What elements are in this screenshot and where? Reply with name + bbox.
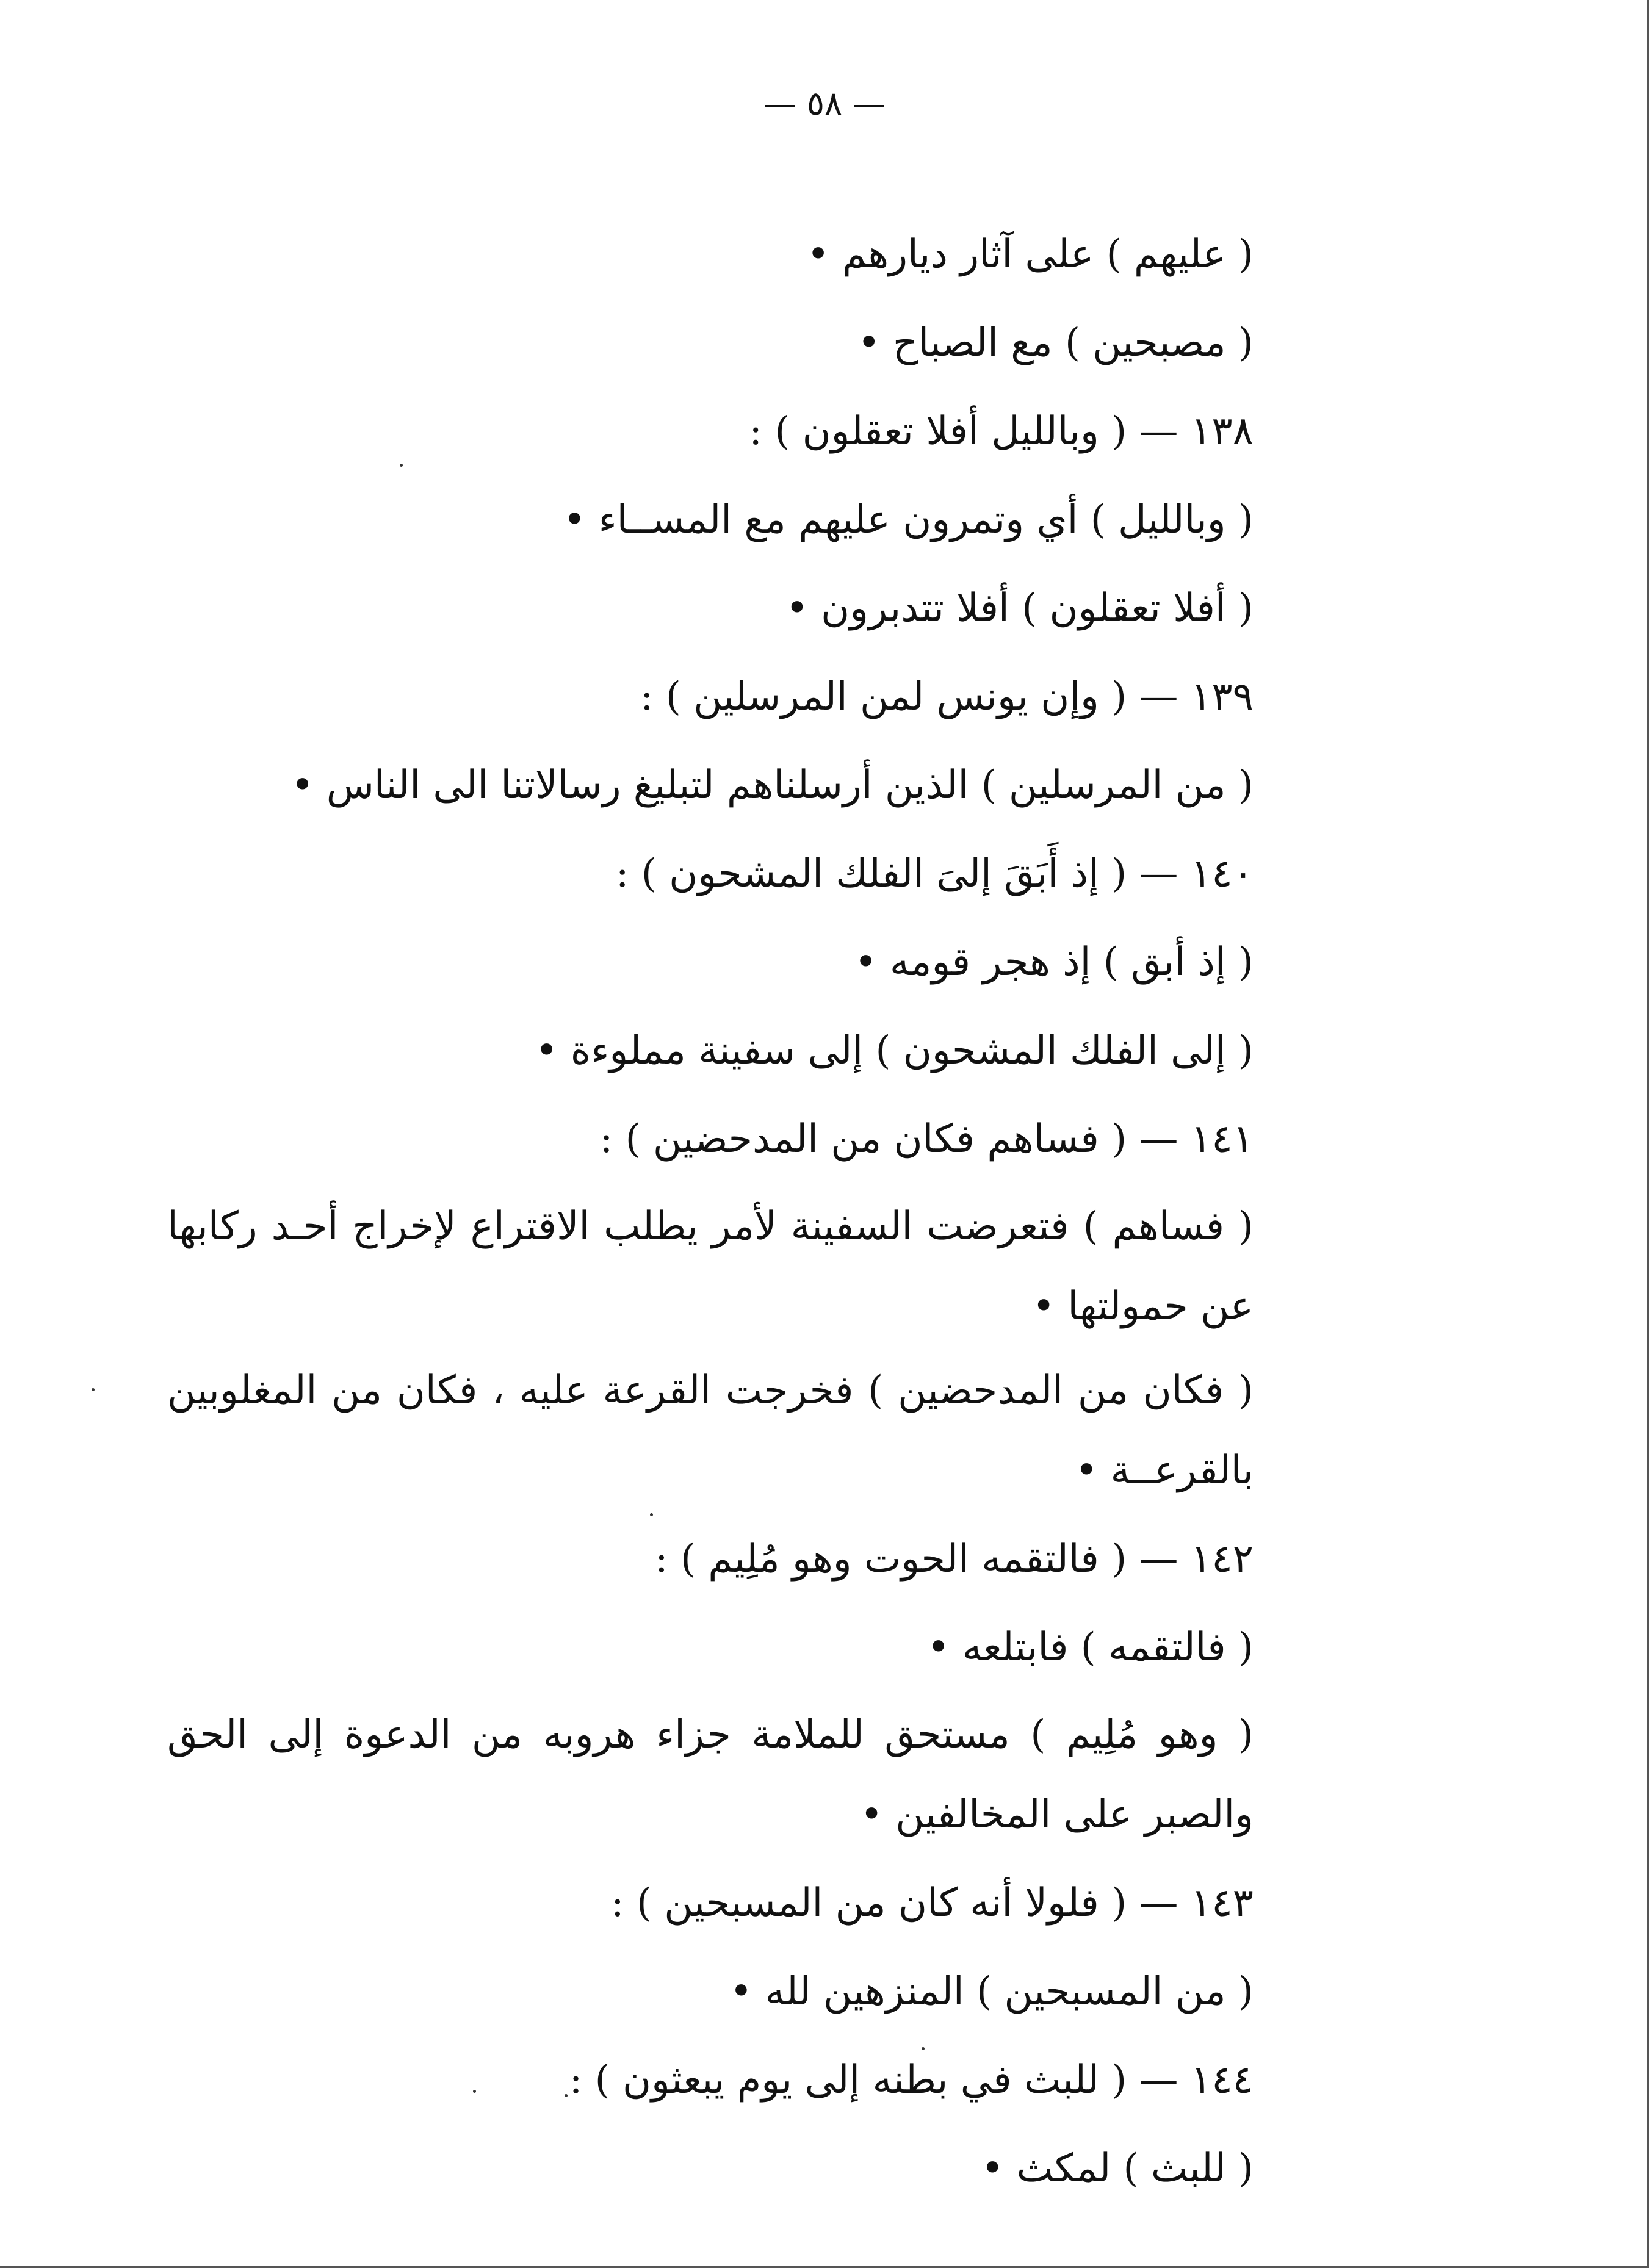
verse-heading-144: ١٤٤ — ( للبث في بطنه إلى يوم يبعثون ) : (569, 2057, 1254, 2103)
verse-heading-143: ١٤٣ — ( فلولا أنه كان من المسبحين ) : (611, 1881, 1254, 1926)
scan-speck (565, 2094, 568, 2097)
text-line: ( من المرسلين ) الذين أرسلناهم لتبليغ رسالاتنا الى الناس • (290, 763, 1254, 808)
paragraph: ( فكان من المدحضين ) فخرجت القرعة عليه ، فكان من المغلوبين بالقرعــة • (167, 1368, 1254, 1493)
text-line: ( عليهم ) على آثار ديارهم • (806, 232, 1254, 277)
verse-heading-140: ١٤٠ — ( إذ أَبَقَ إلىَ الفلك المشحون ) : (615, 851, 1254, 896)
verse-heading-139: ١٣٩ — ( وإن يونس لمن المرسلين ) : (640, 674, 1254, 719)
text-line: ( إذ أبق ) إذ هجر قومه • (854, 940, 1254, 985)
verse-heading-142: ١٤٢ — ( فالتقمه الحوت وهو مُلِيم ) : (655, 1536, 1254, 1582)
text-line: ( للبث ) لمكث • (981, 2146, 1254, 2191)
scan-speck (400, 464, 403, 467)
scan-speck (92, 1388, 95, 1391)
scan-speck (922, 2047, 925, 2050)
text-line: ( وبالليل ) أي وتمرون عليهم مع المســاء • (563, 497, 1254, 542)
verse-heading-138: ١٣٨ — ( وباللیل أفلا تعقلون ) : (749, 409, 1254, 454)
paragraph: ( فساهم ) فتعرضت السفينة لأمر يطلب الاقتراع لإخراج أحـد ركابها عن حمولتها • (167, 1204, 1254, 1329)
scan-speck (473, 2090, 476, 2093)
text-line: ( من المسبحين ) المنزهين لله • (729, 1969, 1254, 2014)
scan-speck (650, 1513, 653, 1516)
text-line: ( فالتقمه ) فابتلعه • (926, 1625, 1254, 1670)
verse-heading-141: ١٤١ — ( فساهم فكان من المدحضين ) : (599, 1117, 1254, 1162)
text-line: ( أفلا تعقلون ) أفلا تتدبرون • (785, 586, 1254, 631)
paragraph: ( وهو مُلِيم ) مستحق للملامة جزاء هروبه من الدعوة إلى الحق والصبر على المخالفين • (167, 1712, 1254, 1837)
page-number: — ٥٨ — (763, 84, 886, 123)
text-line: ( إلى الفلك المشحون ) إلى سفينة مملوءة • (535, 1028, 1254, 1073)
text-line: ( مصبحين ) مع الصباح • (857, 320, 1254, 365)
page-body (155, 211, 1254, 2213)
